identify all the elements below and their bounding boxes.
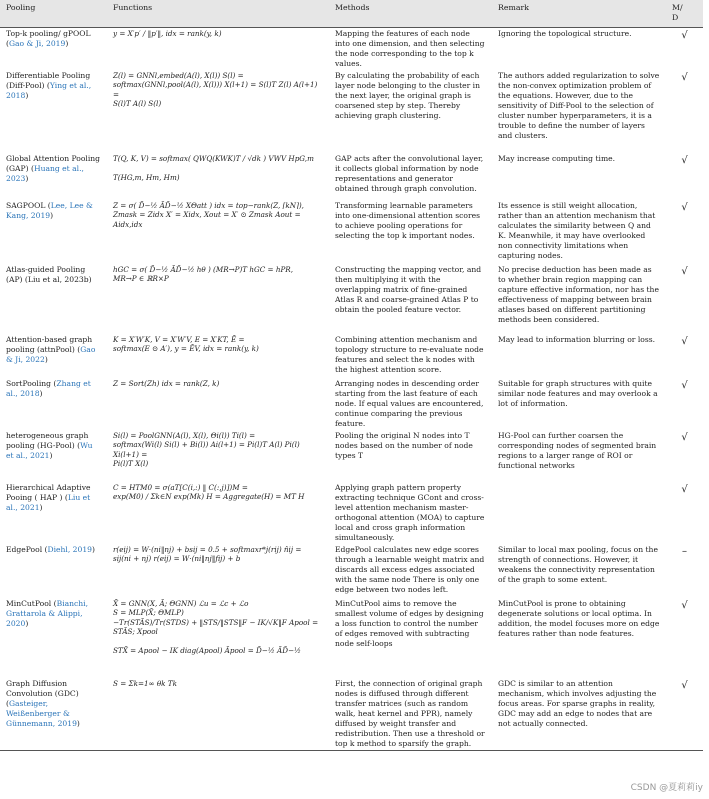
citation-close: ) <box>44 354 48 364</box>
md-check: √ <box>681 379 688 391</box>
pooling-name: Attention-based graph pooling (attnPool) ( <box>6 334 93 354</box>
function-formula: K = X′W′K, V = X′W′V, E = X′KT, Ē = softmax(E ⊙ A′), y = ĒV, idx = rank(y, k) <box>113 334 259 354</box>
function-formula: T(Q, K, V) = softmax( QWQ(KWK)T / √dk ) VWV HpG,m T(HG,m, Hm, Hm) <box>113 153 314 182</box>
remark-text: Suitable for graph structures with quite similar node features and may overlook a lot of information. <box>498 378 658 408</box>
table-row <box>0 544 703 598</box>
md-check: √ <box>681 679 688 691</box>
function-formula: y = X′p′ / ‖p′‖, idx = rank(y, k) <box>113 28 222 38</box>
md-check: √ <box>681 483 688 495</box>
md-check: √ <box>681 71 688 83</box>
table-row <box>0 430 703 482</box>
remark-text: May increase computing time. <box>498 153 616 163</box>
function-formula: S = Σk=1∞ θk Tk <box>113 678 177 688</box>
method-text: MinCutPool aims to remove the smallest volume of edges by designing a loss function to control the number of edges removed with subtracting node self-loops <box>335 598 484 648</box>
table-row <box>0 334 703 378</box>
pooling-name: Hierarchical Adaptive Pooing ( HAP ) ( <box>6 482 91 502</box>
function-formula: hGC = σ( D̃−½ ÃD̃−½ hθ ) (MR→P)T hGC = hPR, MR→P ∈ ℝR×P <box>113 264 293 284</box>
method-text: Pooling the original N nodes into T nodes based on the number of node types T <box>335 430 473 460</box>
table-row <box>0 153 703 200</box>
pooling-name: Global Attention Pooling (GAP) ( <box>6 153 101 173</box>
table-row <box>0 70 703 153</box>
method-text: Combining attention mechanism and topology structure to re-evaluate node features and select the k nodes with the highest attention score. <box>335 334 484 374</box>
table-header-row <box>0 0 703 27</box>
method-text: Arranging nodes in descending order starting from the last feature of each node. If equal values are encountered, continue comparing the previous feature. <box>335 378 484 428</box>
pooling-name: Atlas-guided Pooling (AP) (Liu et al, 2023b) <box>6 264 92 284</box>
pooling-name-cell <box>0 264 107 334</box>
citation-link[interactable]: Diehl, 2019 <box>47 544 92 554</box>
remark-text: Similar to local max pooling, focus on the strength of connections. However, it weakens the connectivity representation of the graph to some extent. <box>498 544 658 584</box>
citation-close: ) <box>25 90 29 100</box>
function-formula: Si(l) = PoolGNN(A(l), X(l), Θi(l)) Ti(l) = softmax(Wi(l) Si(l) + Bi(l)) Ai(l+1) = Pi(l)T A(l) Pi(l) Xi(l+1) = Pi(l)T X(l) <box>113 430 300 469</box>
citation-close: ) <box>92 544 95 554</box>
pooling-name-cell <box>0 378 107 430</box>
function-formula: Z(l) = GNNl,embed(A(l), X(l)) S(l) = softmax(GNNl,pool(A(l), X(l))) X(l+1) = S(l)T Z(l) A(l+1) = S(l)T A(l) S(l) <box>113 70 318 109</box>
pooling-name-cell <box>0 482 107 544</box>
method-text: First, the connection of original graph nodes is diffused through different transfer matrices (such as random walk, heat kernel and PPR), namely diffused by weight transfer and redistribution. Then use a threshold or top k method to sparsify the graph. <box>335 678 485 748</box>
method-text: Applying graph pattern property extracting technique GCont and cross-level attention mechanism master-orthogonal attention (MOA) to capture local and cross graph information simultaneously. <box>335 482 485 542</box>
md-check: √ <box>681 154 688 166</box>
citation-link[interactable]: Wu et al., 2021 <box>6 440 93 460</box>
table-row <box>0 482 703 544</box>
pooling-name-cell <box>0 334 107 378</box>
remark-text: Its essence is still weight allocation, rather than an attention mechanism that calculates the similarity between Q and K. Meanwhile, it may have overlooked non connectivity limitations when capturing nodes. <box>498 200 656 260</box>
md-check: √ <box>681 599 688 611</box>
pooling-name-cell <box>0 598 107 678</box>
pooling-name-cell <box>0 70 107 153</box>
table-row <box>0 264 703 334</box>
citation-link[interactable]: Huang et al., 2023 <box>6 163 84 183</box>
function-formula: C = HTM0 = σ(aT[C(i,:) ‖ C(:,j)])M = exp(M0) / Σk∈N exp(Mk) H = Aggregate(H) = MT H <box>113 482 305 502</box>
citation-close: ) <box>39 388 43 398</box>
citation-link[interactable]: Gao & Ji, 2022 <box>6 344 96 364</box>
citation-close: ) <box>76 718 80 728</box>
citation-close: ) <box>39 502 43 512</box>
citation-link[interactable]: Gao & Ji, 2019 <box>8 38 66 48</box>
pooling-name: Top-k pooling/ gPOOL ( <box>6 28 91 48</box>
header-methods: Methods <box>329 0 492 27</box>
pooling-name: SortPooling ( <box>6 378 57 388</box>
method-text: EdgePool calculates new edge scores through a learnable weight matrix and discards all excess edges associated with the same node There is only one edge between two nodes left. <box>335 544 485 594</box>
table-row <box>0 678 703 751</box>
citation-link[interactable]: Ying et al., 2018 <box>6 80 92 100</box>
citation-link[interactable]: Zhang et al., 2018 <box>6 378 91 398</box>
md-check: √ <box>681 431 688 443</box>
md-check: √ <box>681 201 688 213</box>
remark-text: HG-Pool can further coarsen the corresponding nodes of segmented brain regions to a larger range of ROI or functional networks <box>498 430 657 470</box>
pooling-name-cell <box>0 200 107 264</box>
remark-text: The authors added regularization to solve the non-convex optimization problem of the equations. However, due to the sensitivity of Diff-Pool to the selection of cluster number hyperparameters, it is a trouble to define the number of layers and clusters. <box>498 70 660 140</box>
md-check: √ <box>681 29 688 41</box>
header-md: M/ D <box>666 0 703 27</box>
table-row <box>0 378 703 430</box>
method-text: Constructing the mapping vector, and then multiplying it with the overlapping matrix of fine-grained Atlas R and coarse-grained Atlas P to obtain the pooled feature vector. <box>335 264 482 314</box>
md-check: √ <box>681 335 688 347</box>
md-check: – <box>682 545 687 557</box>
pooling-name: Differentiable Pooling (Diff-Pool) ( <box>6 70 91 90</box>
method-text: By calculating the probability of each layer node belonging to the cluster in the next layer, the original graph is coarsened step by step. Thereby achieving graph clustering. <box>335 70 480 120</box>
citation-close: ) <box>50 210 54 220</box>
pooling-name-cell <box>0 678 107 751</box>
table-row <box>0 200 703 264</box>
header-pooling: Pooling <box>0 0 107 27</box>
remark-text: May lead to information blurring or loss. <box>498 334 656 344</box>
citation-close: ) <box>25 618 29 628</box>
header-remark: Remark <box>492 0 666 27</box>
pooling-name-cell <box>0 430 107 482</box>
function-formula: Z = σ( D̃−½ ÃD̃−½ XΘatt ) idx = top−rank(Z, ⌈kN⌉), Zmask = Zidx X′ = Xidx, Xout = X′ ⊙ Zmask Aout = Aidx,idx <box>113 200 304 229</box>
citation-link[interactable]: Gasteiger, Weißenberger & Günnemann, 2019 <box>6 698 77 728</box>
citation-link[interactable]: Liu et al., 2021 <box>6 492 91 512</box>
table-row <box>0 598 703 678</box>
pooling-name: EdgePool ( <box>6 544 48 554</box>
watermark: CSDN @夏莉莉iy <box>630 783 703 793</box>
pooling-name-cell <box>0 27 107 70</box>
remark-text: GDC is similar to an attention mechanism, which involves adjusting the focus areas. For sparse graphs in reality, GDC may add an edge to nodes that are not actually connected. <box>498 678 657 728</box>
pooling-name: Graph Diffusion Convolution (GDC) ( <box>6 678 79 708</box>
function-formula: r(eij) = W·(ni‖nj) + bsij = 0.5 + softmaxr*j(rij) n̂ij = sij(ni + nj) r(eij) = W·(ni‖nj‖fij) + b <box>113 544 302 564</box>
method-text: GAP acts after the convolutional layer, it collects global information by node representations and generator obtained through graph convolution. <box>335 153 484 193</box>
remark-text: No precise deduction has been made as to whether brain region mapping can capture effective information, nor has the effectiveness of mapping between brain atlases based on different partitioning methods been considered. <box>498 264 659 324</box>
method-text: Mapping the features of each node into one dimension, and then selecting the node corresponding to the top k values. <box>335 28 485 68</box>
remark-text: Ignoring the topological structure. <box>498 28 632 38</box>
function-formula: X̄ = GNN(X, Ã; ΘGNN) ℒu = ℒc + ℒo S = MLP(X̄; ΘMLP) −Tr(STÃS)/Tr(STDS) + ‖STS/‖STS‖F − IK/√K‖F Apool = STÃS; Xpool STX̃ = Apool − IK diag(Apool) Ãpool = D̃−½ ÃD̃−½ <box>113 598 319 656</box>
citation-close: ) <box>49 450 53 460</box>
method-text: Transforming learnable parameters into one-dimensional attention scores to achieve pooling operations for selecting the top k important nodes. <box>335 200 481 240</box>
citation-link[interactable]: Bianchi, Grattarola & Alippi, 2020 <box>6 598 89 628</box>
pooling-name-cell <box>0 544 107 598</box>
pooling-name: SAGPOOL ( <box>6 200 51 210</box>
citation-close: ) <box>25 173 29 183</box>
citation-link[interactable]: Lee, Lee & Kang, 2019 <box>6 200 93 220</box>
function-formula: Z = Sort(Zh) idx = rank(Z, k) <box>113 378 220 388</box>
remark-text <box>492 482 666 544</box>
pooling-name: heterogeneous graph pooling (HG-Pool) ( <box>6 430 89 450</box>
header-functions: Functions <box>107 0 329 27</box>
md-check: √ <box>681 265 688 277</box>
remark-text: MinCutPool is prone to obtaining degenerate solutions or local optima. In addition, the model focuses more on edge features rather than node features. <box>498 598 660 638</box>
pooling-name-cell <box>0 153 107 200</box>
citation-close: ) <box>65 38 69 48</box>
pooling-name: MinCutPool ( <box>6 598 57 608</box>
table-row <box>0 27 703 70</box>
